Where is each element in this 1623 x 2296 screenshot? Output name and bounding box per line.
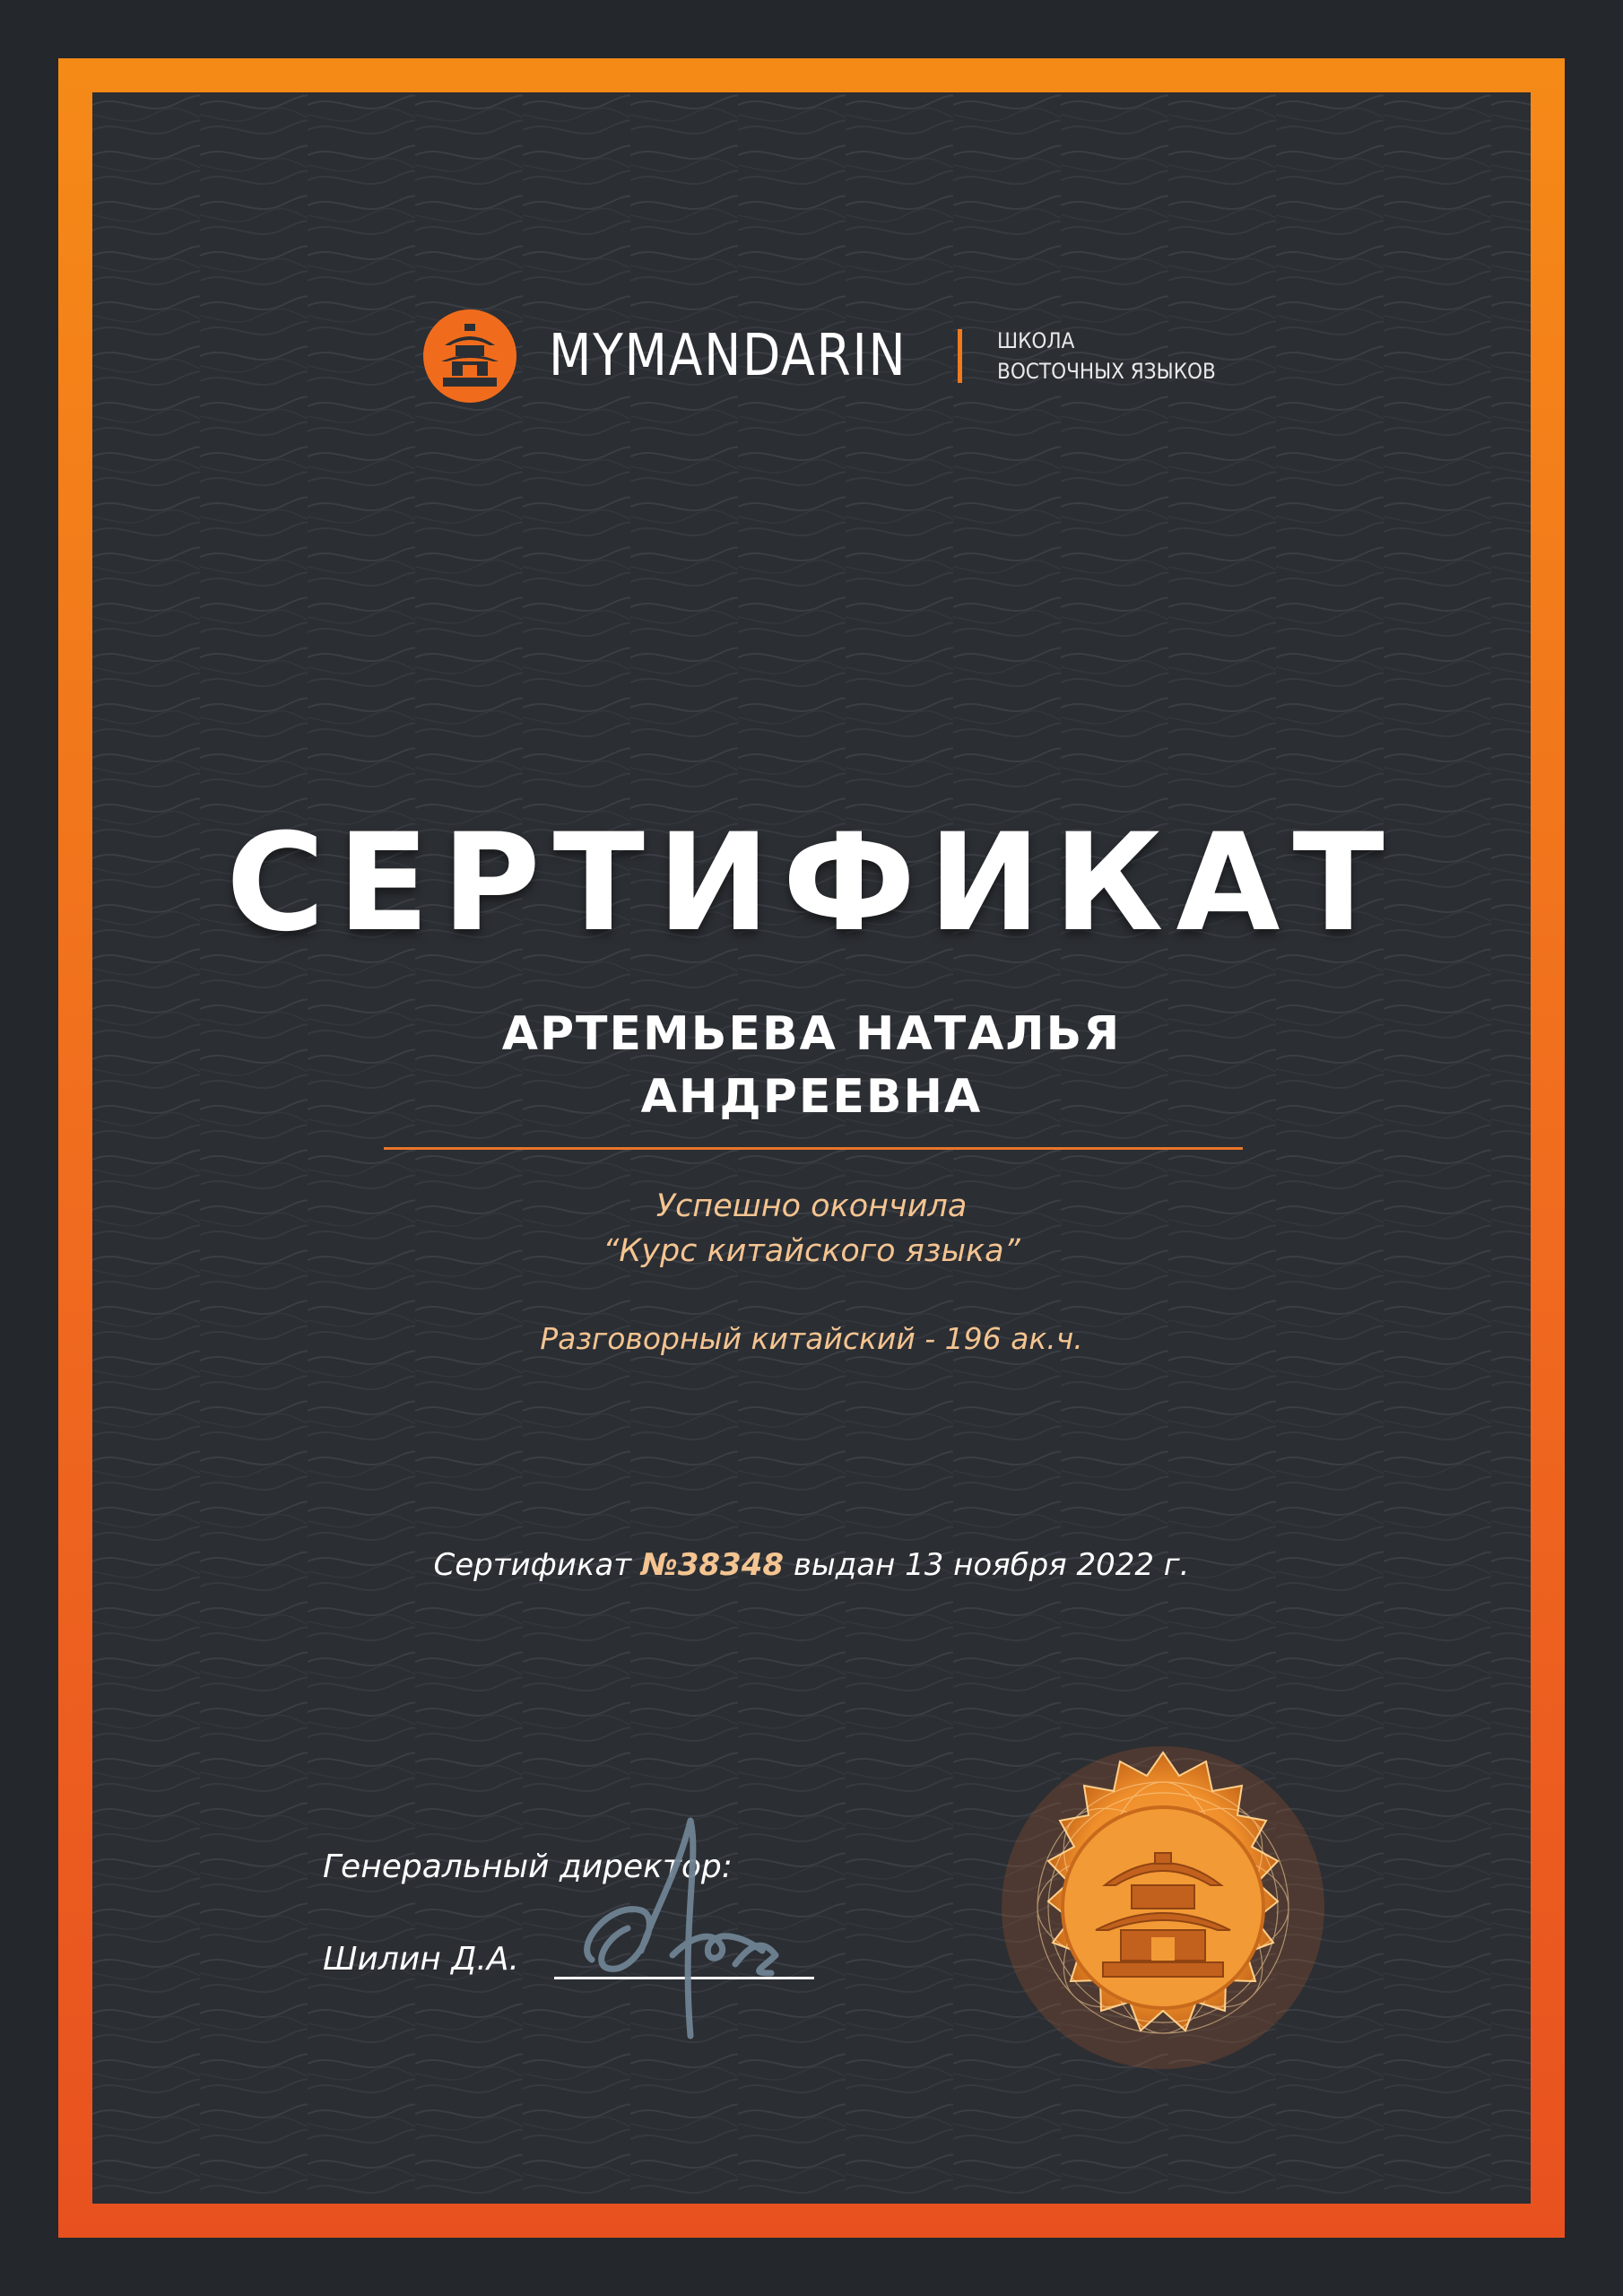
- program-hours: Разговорный китайский - 196 ак.ч.: [540, 1321, 1083, 1356]
- logo-subtitle: [997, 326, 1216, 387]
- director-name: Шилин Д.А.: [323, 1941, 519, 1978]
- logo-subtitle-line1: ШКОЛА: [997, 328, 1075, 353]
- certificate-title: СЕРТИФИКАТ: [226, 805, 1397, 961]
- handwritten-signature: [556, 1803, 825, 2063]
- logo-name: MYMANDARIN: [549, 323, 907, 389]
- company-seal: [997, 1742, 1329, 2074]
- logo-subtitle-line2: ВОСТОЧНЫХ ЯЗЫКОВ: [997, 359, 1216, 384]
- recipient-name-line1: АРТЕМЬЕВА НАТАЛЬЯ: [501, 1007, 1122, 1061]
- logo-divider: [958, 329, 962, 383]
- pagoda-icon: [421, 308, 518, 404]
- school-logo: [421, 308, 1216, 406]
- issued-line: [0, 1543, 1623, 1587]
- course-name: “Курс китайского языка”: [603, 1233, 1020, 1269]
- recipient-name: [0, 1003, 1623, 1128]
- recipient-name-line2: АНДРЕЕВНА: [640, 1070, 983, 1124]
- recipient-underline: [384, 1147, 1243, 1150]
- completed-text: Успешно окончила: [655, 1188, 968, 1224]
- certificate-number: №38348: [640, 1547, 785, 1583]
- director-role: Генеральный директор:: [323, 1848, 733, 1885]
- issued-prefix: Сертификат: [433, 1547, 632, 1583]
- issued-date: выдан 13 ноября 2022 г.: [793, 1547, 1190, 1583]
